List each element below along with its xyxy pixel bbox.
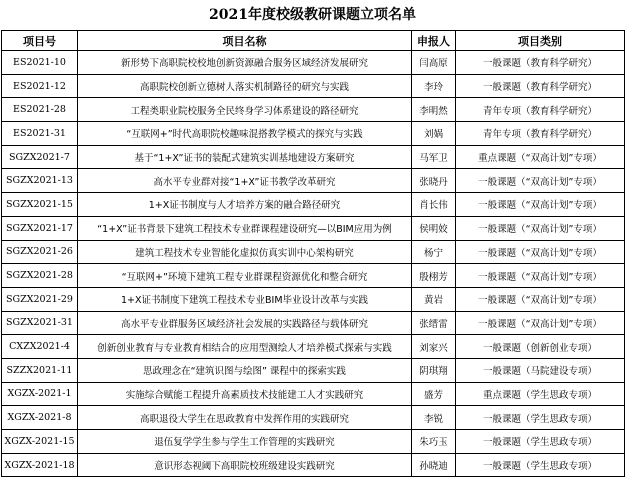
cell-project-name: 建筑工程技术专业智能化虚拟仿真实训中心架构研究 (78, 240, 412, 264)
cell-project-name: 意识形态视阈下高职院校班级建设实践研究 (78, 453, 412, 477)
cell-applicant: 李明然 (412, 98, 456, 122)
cell-category: 一般课题（教育科学研究） (456, 51, 625, 75)
cell-project-name: 1+X证书制度与人才培养方案的融合路径研究 (78, 193, 412, 217)
table-body (2, 51, 625, 477)
cell-project-name: “互联网+”环境下建筑工程专业群课程资源优化和整合研究 (78, 264, 412, 288)
table-row (2, 430, 625, 454)
cell-applicant: 肖长伟 (412, 193, 456, 217)
cell-project-name: 工程类职业院校服务全民终身学习体系建设的路径研究 (78, 98, 412, 122)
cell-applicant: 朱巧玉 (412, 430, 456, 454)
cell-applicant: 李玲 (412, 74, 456, 98)
table-header-row (2, 31, 625, 51)
table-row (2, 311, 625, 335)
cell-project-code: SGZX2021-17 (2, 216, 78, 240)
cell-project-name: “互联网+”时代高职院校趣味混搭教学模式的探究与实践 (78, 122, 412, 146)
table-row (2, 74, 625, 98)
cell-category: 一般课题（马院建设专项） (456, 358, 625, 382)
table-row (2, 453, 625, 477)
cell-project-code: SGZX2021-7 (2, 145, 78, 169)
cell-applicant: 闫高原 (412, 51, 456, 75)
cell-project-name: 思政理念在“建筑识图与绘图” 课程中的探索实践 (78, 358, 412, 382)
cell-applicant: 黄岩 (412, 287, 456, 311)
cell-project-code: SGZX2021-31 (2, 311, 78, 335)
column-header-name: 项目名称 (78, 31, 412, 51)
cell-applicant: 张晓丹 (412, 169, 456, 193)
cell-project-name: 实施综合赋能工程提升高素质技术技能建工人才实践研究 (78, 382, 412, 406)
cell-project-name: “1+X”证书背景下建筑工程技术专业群课程建设研究—以BIM应用为例 (78, 216, 412, 240)
table-row (2, 335, 625, 359)
cell-category: 一般课题（“双高计划”专项） (456, 240, 625, 264)
cell-project-code: XGZX-2021-18 (2, 453, 78, 477)
table-row (2, 264, 625, 288)
cell-category: 一般课题（学生思政专项） (456, 453, 625, 477)
cell-project-code: ES2021-10 (2, 51, 78, 75)
cell-project-name: 新形势下高职院校校地创新资源融合服务区域经济发展研究 (78, 51, 412, 75)
column-header-category: 项目类别 (456, 31, 625, 51)
cell-category: 青年专项（教育科学研究） (456, 98, 625, 122)
table-row (2, 216, 625, 240)
cell-category: 一般课题（“双高计划”专项） (456, 216, 625, 240)
table-row (2, 287, 625, 311)
table-row (2, 406, 625, 430)
cell-category: 一般课题（学生思政专项） (456, 406, 625, 430)
cell-applicant: 刘娲 (412, 122, 456, 146)
cell-project-code: ES2021-28 (2, 98, 78, 122)
cell-project-code: XGZX-2021-1 (2, 382, 78, 406)
cell-applicant: 阴琪翔 (412, 358, 456, 382)
table-row (2, 122, 625, 146)
cell-category: 一般课题（创新创业专项） (456, 335, 625, 359)
column-header-applicant: 申报人 (412, 31, 456, 51)
cell-category: 一般课题（教育科学研究） (456, 74, 625, 98)
cell-applicant: 孙晓迪 (412, 453, 456, 477)
cell-project-name: 高水平专业群服务区域经济社会发展的实践路径与载体研究 (78, 311, 412, 335)
cell-project-code: SGZX2021-15 (2, 193, 78, 217)
cell-project-code: ES2021-31 (2, 122, 78, 146)
cell-category: 一般课题（“双高计划”专项） (456, 311, 625, 335)
cell-applicant: 侯明姣 (412, 216, 456, 240)
table-row (2, 51, 625, 75)
table-row (2, 382, 625, 406)
cell-project-code: CXZX2021-4 (2, 335, 78, 359)
cell-project-code: ES2021-12 (2, 74, 78, 98)
table-row (2, 358, 625, 382)
cell-applicant: 殷栩芳 (412, 264, 456, 288)
cell-category: 一般课题（“双高计划”专项） (456, 193, 625, 217)
cell-applicant: 李锐 (412, 406, 456, 430)
page-title: 2021年度校级教研课题立项名单 (209, 7, 416, 23)
cell-category: 一般课题（“双高计划”专项） (456, 287, 625, 311)
cell-project-code: XGZX-2021-15 (2, 430, 78, 454)
cell-category: 一般课题（“双高计划”专项） (456, 169, 625, 193)
cell-project-code: SZZX2021-11 (2, 358, 78, 382)
cell-project-name: 1+X证书制度下建筑工程技术专业BIM毕业设计改革与实践 (78, 287, 412, 311)
table-row (2, 169, 625, 193)
cell-project-name: 退伍复学学生参与学生工作管理的实践研究 (78, 430, 412, 454)
cell-applicant: 马军卫 (412, 145, 456, 169)
cell-project-name: 高职退役大学生在思政教育中发挥作用的实践研究 (78, 406, 412, 430)
cell-project-name: 高水平专业群对接“1+X”证书教学改革研究 (78, 169, 412, 193)
cell-project-code: XGZX-2021-8 (2, 406, 78, 430)
column-header-code: 项目号 (2, 31, 78, 51)
cell-category: 重点课题（学生思政专项） (456, 382, 625, 406)
project-table (1, 30, 625, 477)
cell-category: 重点课题（“双高计划”专项） (456, 145, 625, 169)
table-row (2, 193, 625, 217)
cell-category: 青年专项（教育科学研究） (456, 122, 625, 146)
cell-category: 一般课题（学生思政专项） (456, 430, 625, 454)
cell-project-name: 创新创业教育与专业教育相结合的应用型测绘人才培养模式探索与实践 (78, 335, 412, 359)
table-row (2, 145, 625, 169)
cell-applicant: 盛芳 (412, 382, 456, 406)
cell-project-name: 高职院校创新立德树人落实机制路径的研究与实践 (78, 74, 412, 98)
cell-applicant: 杨宁 (412, 240, 456, 264)
cell-project-code: SGZX2021-28 (2, 264, 78, 288)
cell-applicant: 张缙雷 (412, 311, 456, 335)
cell-project-code: SGZX2021-29 (2, 287, 78, 311)
cell-applicant: 刘家兴 (412, 335, 456, 359)
cell-category: 一般课题（“双高计划”专项） (456, 264, 625, 288)
table-row (2, 98, 625, 122)
cell-project-name: 基于“1+X”证书的装配式建筑实训基地建设方案研究 (78, 145, 412, 169)
table-row (2, 240, 625, 264)
cell-project-code: SGZX2021-13 (2, 169, 78, 193)
cell-project-code: SGZX2021-26 (2, 240, 78, 264)
